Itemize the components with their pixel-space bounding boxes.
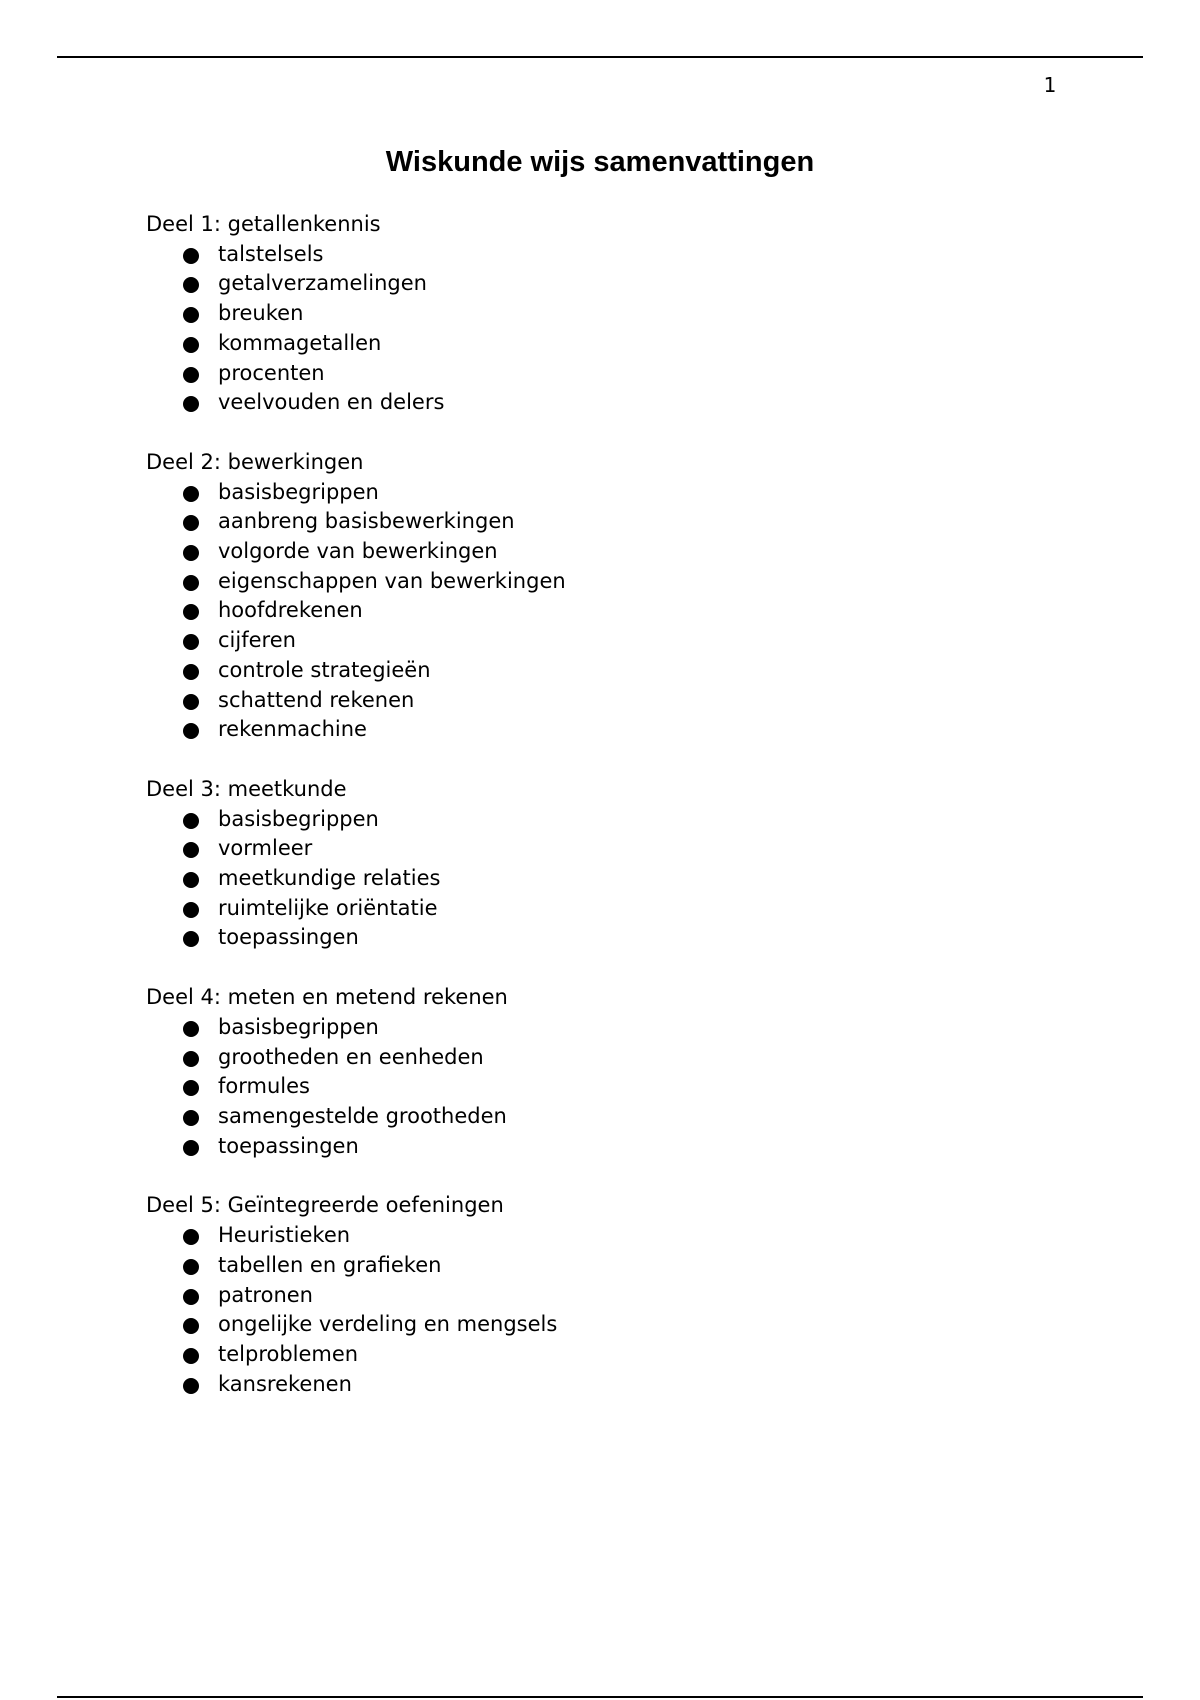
list-item-label: aanbreng basisbewerkingen (218, 509, 515, 534)
list-item-label: meetkundige relaties (218, 866, 441, 891)
list-item (146, 1132, 1046, 1162)
bullet-icon (183, 277, 199, 293)
bullet-icon (183, 515, 199, 531)
list-item (146, 567, 1046, 597)
list-item (146, 478, 1046, 508)
list-item-label: talstelsels (218, 241, 324, 266)
list-item-label: procenten (218, 360, 325, 385)
bullet-list (146, 478, 1046, 745)
bullet-icon (183, 813, 199, 829)
list-item (146, 329, 1046, 359)
list-item (146, 864, 1046, 894)
bullet-icon (183, 337, 199, 353)
section-heading: Deel 4: meten en metend rekenen (146, 985, 508, 1010)
bullet-list (146, 805, 1046, 954)
list-item (146, 240, 1046, 270)
list-item-label: tabellen en grafieken (218, 1252, 442, 1277)
list-item (146, 1251, 1046, 1281)
bullet-icon (183, 1289, 199, 1305)
list-item-label: formules (218, 1074, 310, 1099)
bullet-icon (183, 1259, 199, 1275)
bullet-icon (183, 1348, 199, 1364)
list-item-label: volgorde van bewerkingen (218, 539, 498, 564)
bullet-icon (183, 1021, 199, 1037)
list-item (146, 1043, 1046, 1073)
section-1 (146, 210, 1046, 418)
list-item-label: getalverzamelingen (218, 271, 427, 296)
list-item-label: patronen (218, 1282, 313, 1307)
list-item (146, 269, 1046, 299)
bullet-icon (183, 723, 199, 739)
list-item-label: kommagetallen (218, 330, 382, 355)
list-item-label: breuken (218, 301, 304, 326)
bullet-icon (183, 1080, 199, 1096)
list-item-label: schattend rekenen (218, 687, 415, 712)
header-rule (57, 56, 1143, 58)
bullet-icon (183, 664, 199, 680)
list-item-label: kansrekenen (218, 1371, 352, 1396)
list-item (146, 923, 1046, 953)
bullet-icon (183, 1378, 199, 1394)
bullet-icon (183, 902, 199, 918)
list-item (146, 1310, 1046, 1340)
list-item (146, 656, 1046, 686)
section-5 (146, 1191, 1046, 1399)
section-3 (146, 775, 1046, 953)
list-item (146, 507, 1046, 537)
list-item-label: controle strategieën (218, 657, 431, 682)
list-item-label: basisbegrippen (218, 806, 379, 831)
list-item (146, 359, 1046, 389)
list-item (146, 1281, 1046, 1311)
section-4 (146, 983, 1046, 1161)
bullet-icon (183, 1110, 199, 1126)
footer-rule (57, 1696, 1143, 1698)
bullet-icon (183, 604, 199, 620)
list-item (146, 1370, 1046, 1400)
bullet-icon (183, 1051, 199, 1067)
bullet-icon (183, 248, 199, 264)
list-item-label: basisbegrippen (218, 1014, 379, 1039)
bullet-icon (183, 307, 199, 323)
bullet-icon (183, 1318, 199, 1334)
bullet-icon (183, 694, 199, 710)
list-item-label: ruimtelijke oriëntatie (218, 895, 438, 920)
bullet-icon (183, 486, 199, 502)
list-item (146, 1013, 1046, 1043)
list-item (146, 894, 1046, 924)
list-item-label: telproblemen (218, 1341, 359, 1366)
page-number: 1 (1043, 73, 1057, 97)
list-item (146, 805, 1046, 835)
list-item (146, 299, 1046, 329)
bullet-icon (183, 634, 199, 650)
list-item-label: vormleer (218, 836, 313, 861)
list-item (146, 596, 1046, 626)
bullet-icon (183, 367, 199, 383)
bullet-list (146, 1221, 1046, 1399)
list-item (146, 715, 1046, 745)
section-2 (146, 448, 1046, 745)
list-item-label: toepassingen (218, 1133, 359, 1158)
bullet-icon (183, 575, 199, 591)
section-heading: Deel 2: bewerkingen (146, 449, 364, 474)
list-item (146, 1072, 1046, 1102)
section-heading: Deel 3: meetkunde (146, 776, 347, 801)
list-item-label: Heuristieken (218, 1223, 351, 1248)
section-heading: Deel 5: Geïntegreerde oefeningen (146, 1193, 504, 1218)
list-item (146, 537, 1046, 567)
bullet-icon (183, 1140, 199, 1156)
list-item-label: ongelijke verdeling en mengsels (218, 1312, 558, 1337)
section-heading: Deel 1: getallenkennis (146, 212, 381, 236)
list-item-label: veelvouden en delers (218, 390, 445, 415)
bullet-icon (183, 931, 199, 947)
list-item (146, 1221, 1046, 1251)
list-item-label: samengestelde grootheden (218, 1103, 507, 1128)
bullet-icon (183, 1229, 199, 1245)
list-item-label: eigenschappen van bewerkingen (218, 568, 566, 593)
list-item (146, 834, 1046, 864)
list-item (146, 388, 1046, 418)
list-item (146, 1340, 1046, 1370)
list-item (146, 626, 1046, 656)
list-item-label: hoofdrekenen (218, 598, 363, 623)
bullet-icon (183, 396, 199, 412)
list-item (146, 686, 1046, 716)
document-body (146, 210, 1046, 1429)
bullet-icon (183, 545, 199, 561)
list-item (146, 1102, 1046, 1132)
bullet-icon (183, 842, 199, 858)
bullet-list (146, 240, 1046, 418)
bullet-icon (183, 872, 199, 888)
list-item-label: toepassingen (218, 925, 359, 950)
list-item-label: rekenmachine (218, 717, 367, 742)
list-item-label: basisbegrippen (218, 479, 379, 504)
list-item-label: cijferen (218, 628, 296, 653)
document-title: Wiskunde wijs samenvattingen (385, 146, 815, 178)
list-item-label: grootheden en eenheden (218, 1044, 484, 1069)
bullet-list (146, 1013, 1046, 1162)
